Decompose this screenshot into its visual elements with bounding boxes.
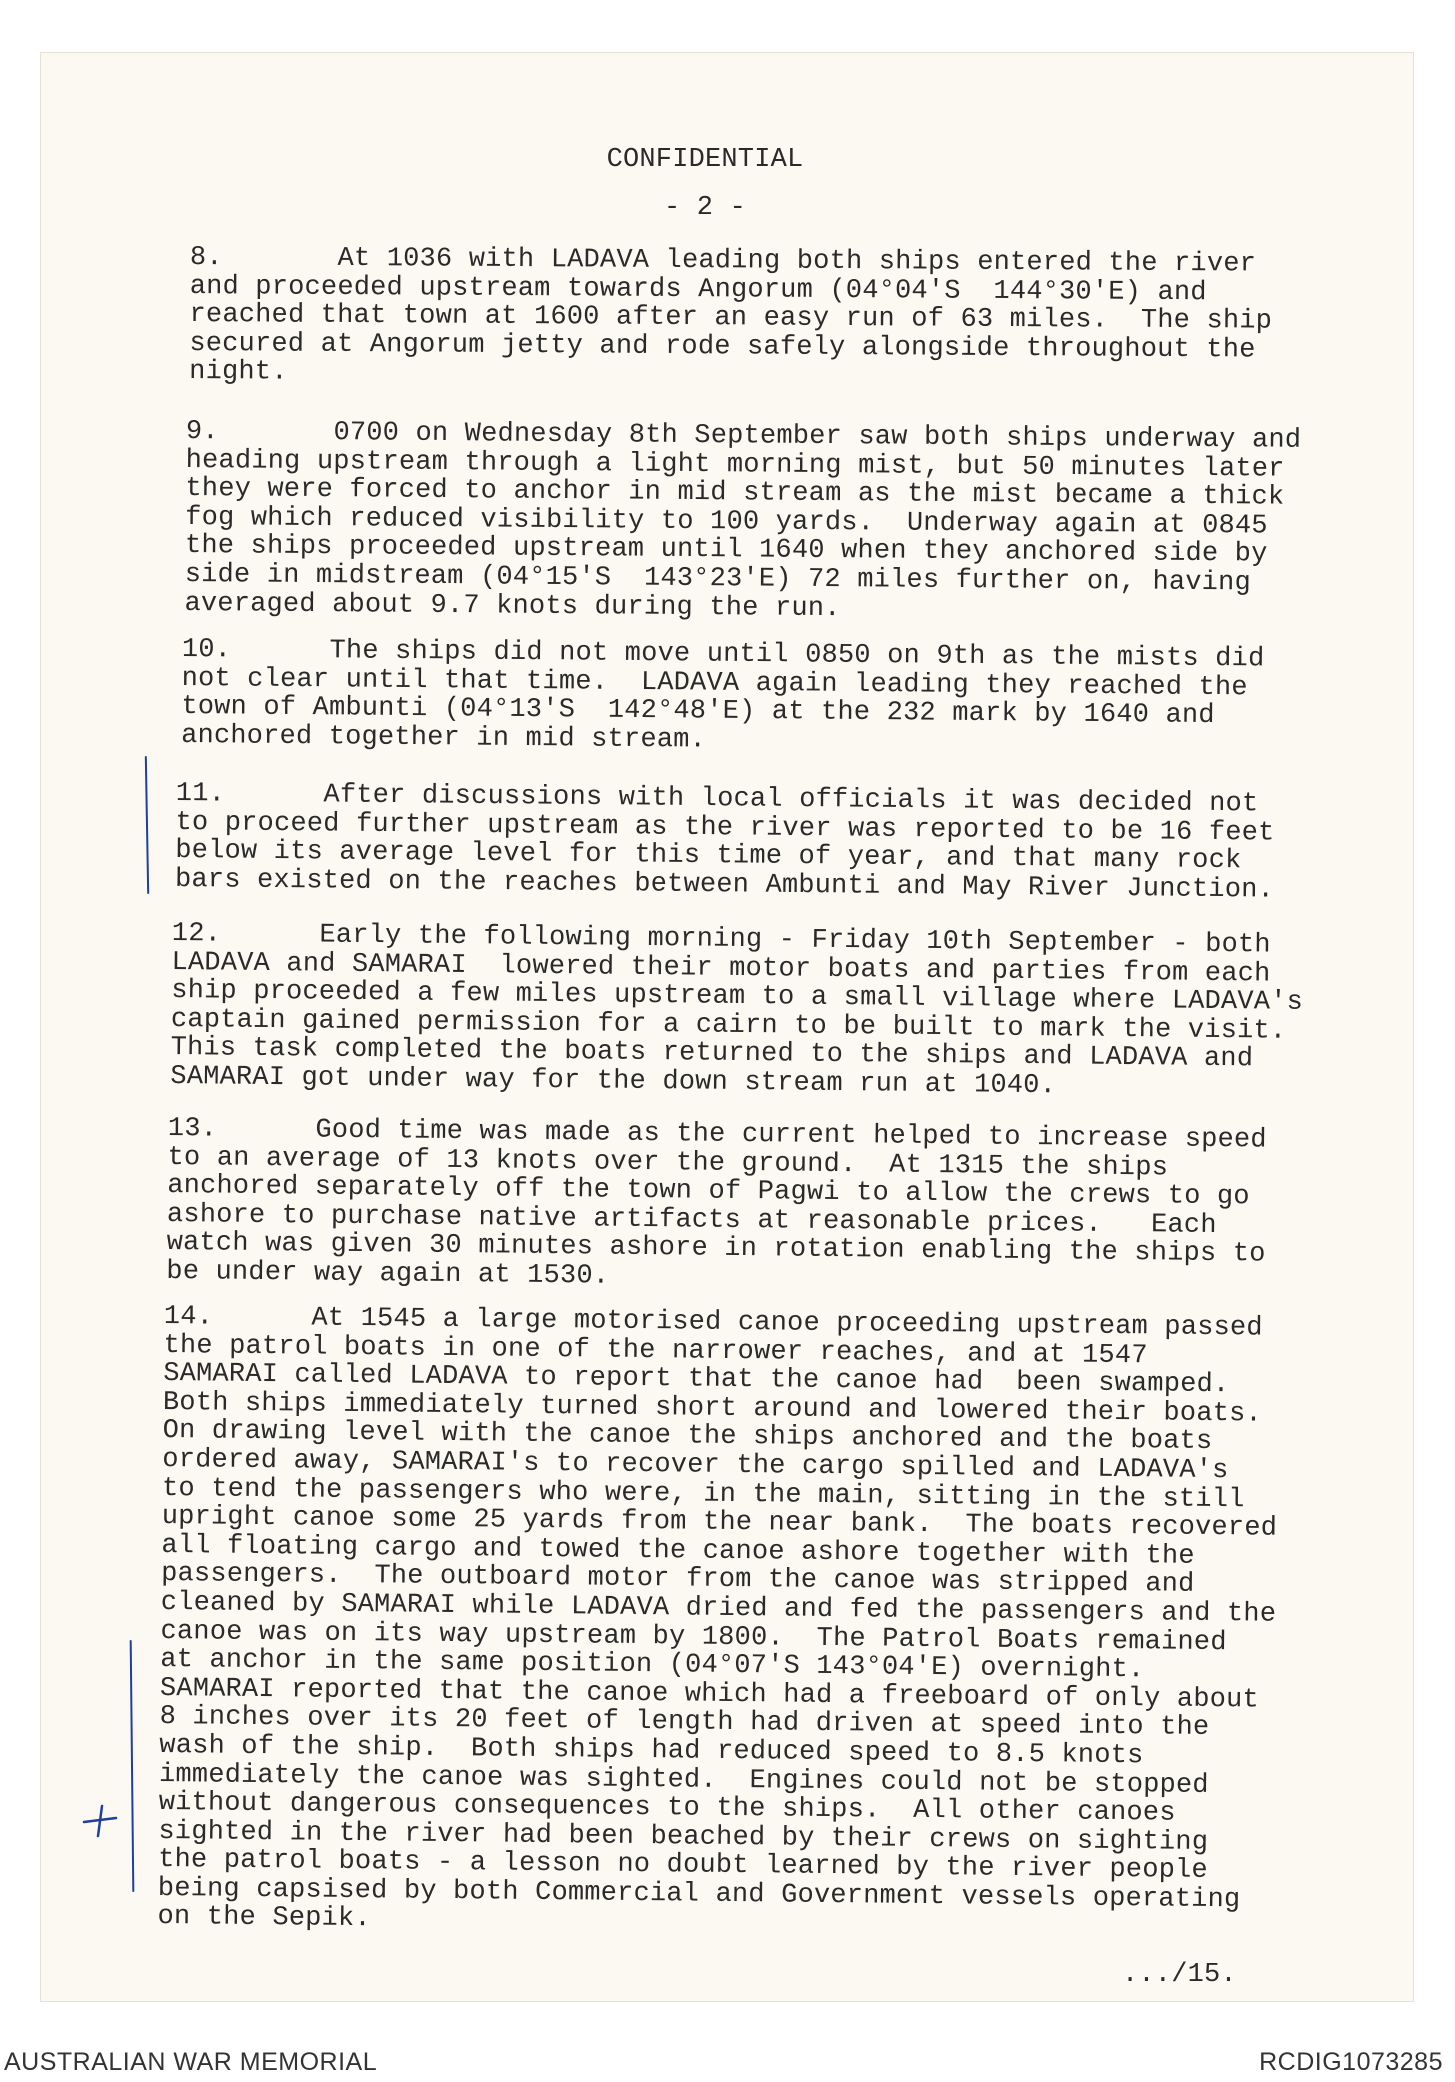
paragraph-12: 12. Early the following morning - Friday 10th September - both LADAVA and SAMARAI lowered their motor boats and parties from each ship proceeded a few miles upstream to a small village where LADAVA's captain gained permission for a cairn to be built to mark the visit. This task completed the boats returned to the ships and LADAVA and SAMARAI got under way for the down stream run at 1040. bbox=[170, 919, 1304, 1102]
paragraph-14: 14. At 1545 a large motorised canoe proceeding upstream passed the patrol boats in one of the narrower reaches, and at 1547 SAMARAI called LADAVA to report that the canoe had been swamped. Both ships immediately turned short around and lowered their boats. On drawing level with the canoe the ships anchored and the boats ordered away, SAMARAI's to recover the cargo spilled and LADAVA's to tend the passengers who were, in the main, sitting in the still upright canoe some 25 yards from the near bank. The boats recovered all floating cargo and towed the canoe ashore together with the passengers. The outboard motor from the canoe was stripped and cleaned by SAMARAI while LADAVA dried and fed the passengers and the canoe was on its way upstream by 1800. The Patrol Boats remained at anchor in the same position (04°07'S 143°04'E) overnight. SAMARAI reported that the canoe which had a freeboard of only about 8 inches over its 20 feet of length had driven at speed into the wash of the ship. Both ships had reduced speed to 8.5 knots immediately the canoe was sighted. Engines could not be stopped without dangerous consequences to the ships. All other canoes sighted in the river had been beached by their crews on sighting the patrol boats - a lesson no doubt learned by the river people being capsised by both Commercial and Government vessels operating on the Sepik. bbox=[157, 1302, 1278, 1935]
paragraph-9: 9. 0700 on Wednesday 8th September saw both ships underway and heading upstream through a light morning mist, but 50 minutes later they were forced to anchor in mid stream as the mist became a thick fog which reduced visibility to 100 yards. Underway again at 0845 the ships proceeded upstream until 1640 when they anchored side by side in midstream (04°15'S 143°23'E) 72 miles further on, having averaged about 9.7 knots during the run. bbox=[184, 417, 1302, 624]
footer-source: AUSTRALIAN WAR MEMORIAL bbox=[4, 2048, 378, 2076]
footer-reference-id: RCDIG1073285 bbox=[1259, 2048, 1443, 2076]
classification-heading: CONFIDENTIAL bbox=[606, 145, 804, 175]
paragraph-10: 10. The ships did not move until 0850 on 9th as the mists did not clear until that time. LADAVA again leading they reached the town of Ambunti (04°13'S 142°48'E) at the 232 mark by 1640 and anchored together in mid stream. bbox=[180, 635, 1265, 756]
paragraph-13: 13. Good time was made as the current helped to increase speed to an average of 13 knots over the ground. At 1315 the ships anchored separately off the town of Pagwi to allow the crews to go ashore to purchase native artifacts at reasonable prices. Each watch was given 30 minutes ashore in rotation enabling the ships to be under way again at 1530. bbox=[166, 1114, 1267, 1292]
paragraph-11: 11. After discussions with local officials it was decided not to proceed further upstream as the river was reported to be 16 feet below its average level for this time of year, and that many rock bars existed on the reaches between Ambunti and May River Junction. bbox=[174, 779, 1275, 906]
page-number: - 2 - bbox=[663, 193, 746, 223]
plus-mark-icon bbox=[80, 1800, 120, 1840]
paragraph-8: 8. At 1036 with LADAVA leading both ships entered the river and proceeded upstream towards Angorum (04°04'S 144°30'E) and reached that town at 1600 after an easy run of 63 miles. The ship secured at Angorum jetty and rode safely alongside throughout the night. bbox=[189, 243, 1273, 388]
continuation-marker: .../15. bbox=[1122, 1960, 1237, 1990]
